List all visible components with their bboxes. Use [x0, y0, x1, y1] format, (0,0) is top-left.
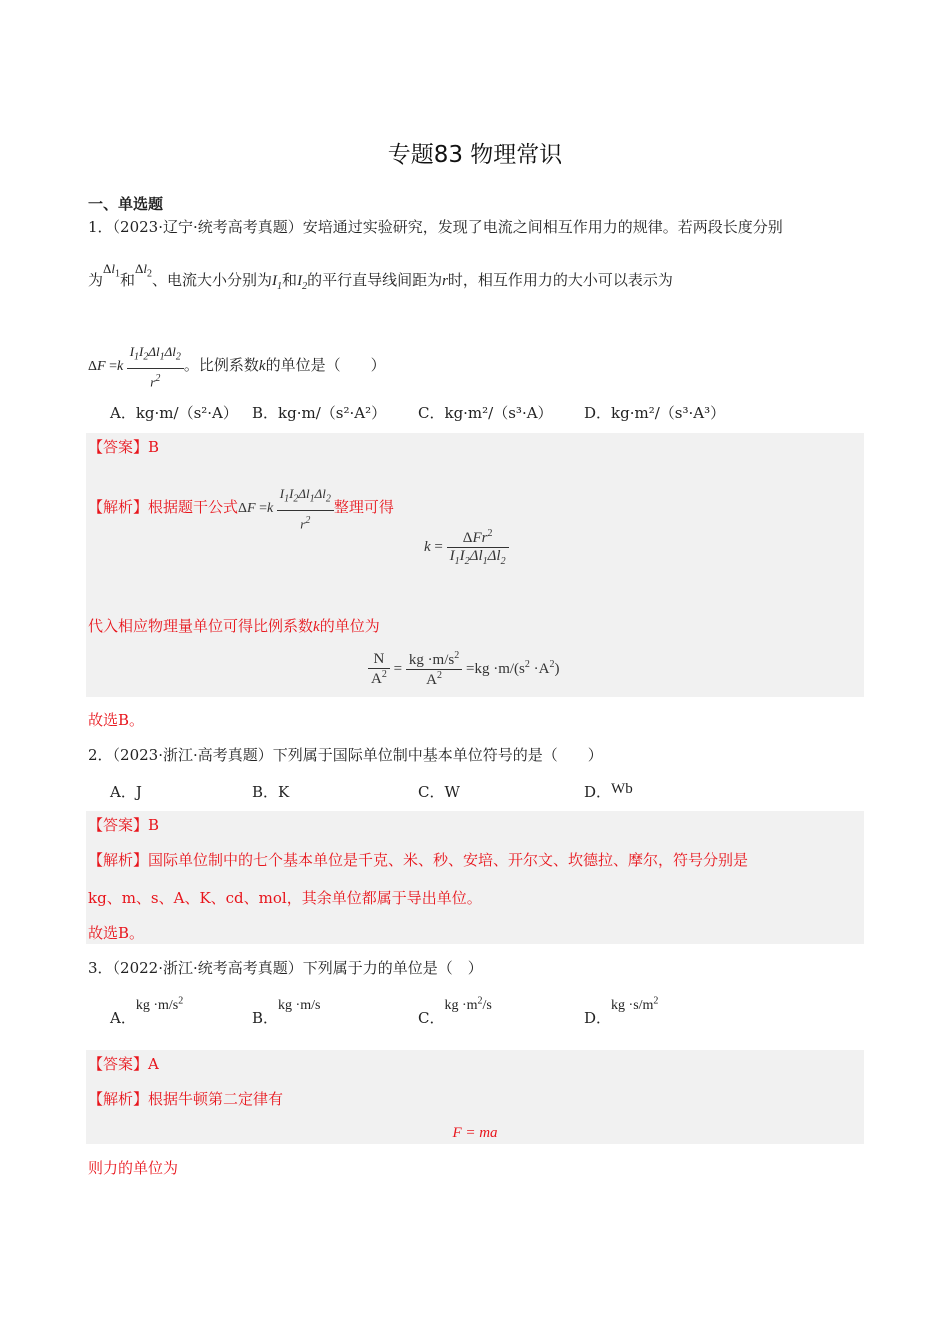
- q2-option-b[interactable]: B．K: [252, 783, 290, 801]
- q3-option-d[interactable]: [584, 995, 659, 1028]
- q2-answer-box: [86, 811, 864, 944]
- q1-text-current: 、电流大小分别为: [152, 271, 273, 289]
- q3-option-c-label: C．: [418, 1009, 445, 1027]
- q2-option-d-symbol: Wb: [611, 781, 633, 797]
- q1-stem-line3: [88, 342, 386, 392]
- q1-option-a[interactable]: A．kg·m/（s²·A）: [110, 404, 238, 422]
- q1-text-coef: 。比例系数: [183, 356, 259, 375]
- q1-analysis-line1: [88, 484, 394, 534]
- q2-option-d[interactable]: [584, 781, 633, 802]
- q3-analysis-label: 【解析】: [88, 1090, 149, 1108]
- q3-analysis-line1: [88, 1089, 283, 1109]
- q1-delta-l1: $\Delta l_1$: [103, 261, 121, 280]
- q3-option-c-unit: kg $\cdot m^2/s$: [444, 995, 492, 1013]
- q1-I2: $I_2$: [297, 273, 308, 292]
- q3-option-b[interactable]: [252, 998, 321, 1028]
- page-title: 专题83 物理常识: [387, 142, 563, 168]
- q1-text-and: 和: [120, 271, 136, 289]
- q1-I1: $I_1$: [272, 273, 283, 292]
- q1-text-force: 时，相互作用力的大小可以表示为: [447, 271, 673, 289]
- q2-stem: 2．（2023·浙江·高考真题）下列属于国际单位制中基本单位符号的是（ ）: [88, 746, 603, 764]
- q1-analysis-text3: 代入相应物理量单位可得比例系数: [88, 617, 314, 635]
- q3-option-a-unit: kg $\cdot m/s^2$: [135, 995, 184, 1013]
- q1-analysis-text4: 的单位为: [319, 617, 380, 635]
- q1-r: r: [442, 273, 448, 289]
- q1-stem-line1: 1．（2023·辽宁·统考高考真题）安培通过实验研究，发现了电流之间相互作用力的规律。若两段长度分别: [88, 218, 783, 236]
- q1-formula: ΔF =k $\frac{I_1I_2\Delta l_1\Delta l_2}{r^2}$: [88, 359, 184, 374]
- q1-answer: 【答案】B: [88, 438, 160, 456]
- q1-analysis-text1: 根据题干公式: [148, 498, 239, 517]
- q2-option-a[interactable]: A．J: [110, 783, 142, 801]
- q3-formula: F = ma: [452, 1125, 498, 1141]
- q2-option-d-label: D．: [584, 783, 612, 801]
- q3-option-c[interactable]: [418, 995, 492, 1028]
- q2-conclusion: 故选B。: [88, 924, 145, 942]
- q1-text-unit: 的单位是（ ）: [265, 356, 386, 375]
- section-heading: 一、单选题: [88, 195, 164, 213]
- q3-option-a[interactable]: [110, 995, 184, 1028]
- q1-analysis-text2: 整理可得: [333, 498, 394, 517]
- q1-text-parallel: 的平行直导线间距为: [307, 271, 443, 289]
- q1-analysis-line2: [88, 616, 380, 637]
- q1-analysis-label: 【解析】: [88, 498, 149, 517]
- q1-k-formula: k = $\frac{\Delta Fr^2}{I_1I_2\Delta l_1\Delta l_2}$: [424, 528, 509, 567]
- q1-delta-l2: $\Delta l_2$: [135, 261, 153, 280]
- q3-answer: 【答案】A: [88, 1055, 159, 1073]
- q3-option-b-unit: kg ·m/s: [278, 998, 321, 1013]
- q3-after-text: 则力的单位为: [88, 1159, 179, 1177]
- q3-stem: 3．（2022·浙江·统考高考真题）下列属于力的单位是（ ）: [88, 959, 483, 977]
- q3-option-d-label: D．: [584, 1009, 612, 1027]
- q1-k-2: k: [313, 619, 320, 635]
- q2-analysis-text1: 国际单位制中的七个基本单位是千克、米、秒、安培、开尔文、坎德拉、摩尔，符号分别是: [148, 851, 749, 869]
- q1-option-d[interactable]: D．kg·m²/（s³·A³）: [584, 404, 726, 422]
- q2-answer: 【答案】B: [88, 816, 160, 834]
- q1-stem-line2: [88, 261, 673, 297]
- q1-conclusion: 故选B。: [88, 711, 145, 729]
- q1-k: k: [258, 358, 266, 375]
- q2-analysis-label: 【解析】: [88, 851, 149, 869]
- q3-option-a-label: A．: [110, 1009, 136, 1027]
- q1-analysis-formula: ΔF =k $\frac{I_1I_2\Delta l_1\Delta l_2}{r^2}$: [238, 501, 334, 516]
- q3-analysis-text1: 根据牛顿第二定律有: [148, 1090, 284, 1108]
- q1-option-c[interactable]: C．kg·m²/（s³·A）: [418, 404, 553, 422]
- q1-unit-formula: $\frac{N}{A^2}$ = $\frac{kg \cdot m/s^2}{A^2}$ $=kg \cdot m/(s^2 \cdot A^2)$: [368, 650, 559, 689]
- q1-text-wei: 为: [88, 271, 104, 289]
- q1-text-and2: 和: [282, 271, 298, 289]
- q2-analysis-line1: [88, 850, 748, 870]
- q2-analysis-line2: kg、m、s、A、K、cd、mol，其余单位都属于导出单位。: [88, 889, 482, 907]
- q3-option-d-unit: kg $\cdot s/m^2$: [611, 995, 659, 1013]
- q1-option-b[interactable]: B．kg·m/（s²·A²）: [252, 404, 387, 422]
- q3-option-b-label: B．: [252, 1009, 279, 1027]
- q2-option-c[interactable]: C．W: [418, 783, 460, 801]
